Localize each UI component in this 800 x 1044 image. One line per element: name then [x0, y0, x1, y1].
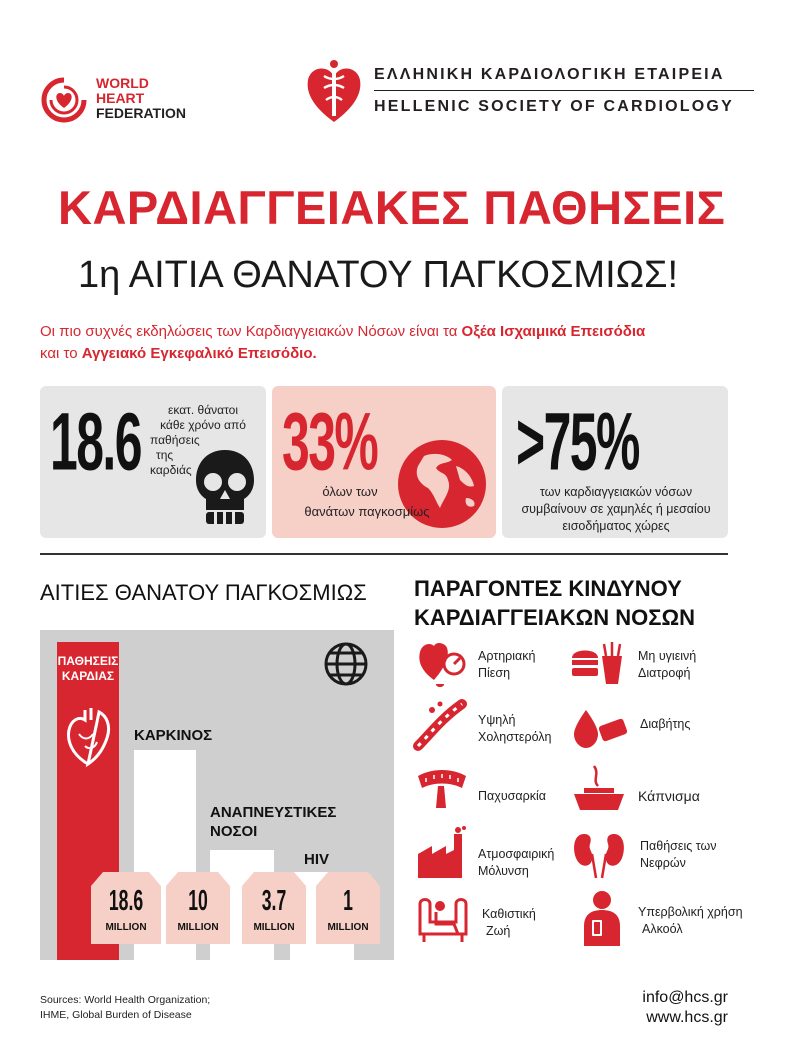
risk-line: Παχυσαρκία — [478, 789, 546, 803]
blood-drop-icon — [570, 706, 630, 752]
risk-label-obesity — [478, 788, 546, 805]
hsc-rule — [374, 90, 754, 91]
bar-label-line: ΠΑΘΗΣΕΙΣ — [57, 654, 119, 668]
stat-text-income — [506, 484, 726, 535]
contact-email[interactable]: info@hcs.gr — [642, 989, 728, 1006]
contact-info — [560, 988, 728, 1028]
risk-label-pollution — [478, 846, 554, 880]
bar-hiv-label: HIV — [304, 851, 330, 868]
stat-text-line: συμβαίνουν σε χαμηλές ή μεσαίου — [521, 502, 711, 516]
risk-line: Μόλυνση — [478, 864, 529, 878]
value-badge-hiv — [316, 872, 380, 944]
value-num: 10 — [188, 884, 208, 917]
stat-value-deaths: 18.6 — [50, 395, 141, 488]
value-unit: MILLION — [105, 922, 147, 933]
stat-text-percent — [282, 482, 452, 522]
risk-line: Υψηλή — [478, 713, 516, 727]
stat-box-deaths — [40, 386, 266, 538]
risk-line: Διατροφή — [638, 666, 691, 680]
bar-label-line: ΝΟΣΟΙ — [210, 823, 258, 840]
factory-icon — [414, 826, 470, 880]
causes-title: ΑΙΤΙΕΣ ΘΑΝΑΤΟΥ ΠΑΓΚΟΣΜΙΩΣ — [40, 580, 367, 605]
stat-text-line: εκατ. θάνατοι — [167, 403, 238, 417]
intro-bold2: Αγγειακό Εγκεφαλικό Επεισόδιο. — [81, 345, 317, 362]
risk-label-sedentary — [482, 906, 536, 940]
wh-logo-line3: FEDERATION — [96, 105, 186, 121]
risk-line: Καθιστική — [482, 907, 536, 921]
value-num: 18.6 — [108, 884, 144, 917]
sources-line1: Sources: World Health Organization; — [40, 994, 211, 1006]
risk-line: Νεφρών — [640, 856, 686, 870]
page-subtitle: 1η ΑΙΤΙΑ ΘΑΝΑΤΟΥ ΠΑΓΚΟΣΜΙΩΣ! — [78, 254, 679, 296]
wh-logo-line2: HEART — [96, 90, 145, 106]
stat-text-line: καρδιάς — [150, 463, 192, 477]
value-unit: MILLION — [327, 922, 369, 933]
section-divider — [40, 553, 728, 555]
value-badge-heart — [91, 872, 161, 944]
stat-value-income: >75% — [516, 395, 639, 488]
stat-text-line: κάθε χρόνο από — [160, 418, 246, 432]
stat-text-line: της — [156, 448, 174, 462]
drinker-icon — [576, 890, 624, 946]
risk-line: Μη υγιεινή — [638, 649, 697, 663]
intro-part1: Οι πιο συχνές εκδηλώσεις των Καρδιαγγειακών Νόσων είναι τα — [40, 323, 462, 340]
stat-box-income — [502, 386, 728, 538]
value-num: 3.7 — [261, 884, 287, 917]
caduceus-heart-icon — [302, 58, 366, 126]
risk-line: Χοληστερόλη — [478, 730, 552, 744]
risk-label-cholesterol — [478, 712, 552, 746]
risk-line: Υπερβολική χρήση — [638, 905, 743, 919]
blood-pressure-icon — [414, 634, 470, 690]
risk-label-smoking — [638, 788, 700, 805]
page-title: ΚΑΡΔΙΑΓΓΕΙΑΚΕΣ ΠΑΘΗΣΕΙΣ — [58, 181, 726, 234]
contact-website[interactable]: www.hcs.gr — [646, 1009, 728, 1026]
stat-value-percent: 33% — [282, 395, 378, 488]
skull-icon — [192, 446, 258, 528]
heart-ring-icon — [40, 76, 88, 124]
anatomical-heart-icon — [63, 704, 113, 768]
stat-text-line: όλων των — [322, 484, 378, 499]
sources — [40, 993, 210, 1023]
value-unit: MILLION — [177, 922, 219, 933]
risk-label-blood-pressure — [478, 648, 535, 682]
bar-label-line: ΚΑΡΔΙΑΣ — [61, 669, 115, 683]
hsc-greek-name: ΕΛΛΗΝΙΚΗ ΚΑΡΔΙΟΛΟΓΙΚΗ ΕΤΑΙΡΕΙΑ — [374, 66, 725, 83]
stat-text-line: θανάτων παγκοσμίως — [304, 504, 430, 519]
risk-label-diabetes — [640, 716, 690, 733]
risk-line: Πίεση — [478, 666, 511, 680]
risk-title-line2: ΚΑΡΔΙΑΓΓΕΙΑΚΩΝ ΝΟΣΩΝ — [414, 605, 696, 630]
artery-icon — [412, 696, 468, 752]
fast-food-icon — [568, 640, 626, 688]
world-heart-federation-logo — [40, 74, 210, 126]
intro-bold1: Οξέα Ισχαιμικά Επεισόδια — [461, 323, 646, 340]
ashtray-icon — [570, 764, 628, 814]
sources-line2: IHME, Global Burden of Disease — [40, 1009, 192, 1021]
globe-grid-icon — [322, 640, 370, 688]
risk-line: Αρτηριακή — [478, 649, 536, 663]
intro-part2: και το — [40, 345, 82, 362]
risk-label-kidney — [640, 838, 717, 872]
bar-respiratory-label — [210, 803, 336, 841]
risk-label-diet — [638, 648, 696, 682]
value-unit: MILLION — [253, 922, 295, 933]
value-num: 1 — [343, 884, 353, 917]
bar-heart-disease-label — [57, 654, 119, 684]
bar-cancer-label: ΚΑΡΚΙΝΟΣ — [134, 727, 213, 744]
risk-line: Ατμοσφαιρική — [478, 847, 555, 861]
wh-logo-line1: WORLD — [96, 75, 149, 91]
measuring-tape-icon — [414, 762, 470, 812]
risk-line: Διαβήτης — [640, 717, 691, 731]
hellenic-society-logo — [302, 58, 762, 128]
risk-title-line1: ΠΑΡΑΓΟΝΤΕΣ ΚΙΝΔΥΝΟΥ — [414, 576, 682, 601]
kidneys-icon — [570, 830, 628, 880]
hsc-english-name: HELLENIC SOCIETY OF CARDIOLOGY — [374, 98, 734, 115]
risk-line: Κάπνισμα — [638, 788, 700, 804]
stat-text-line: των καρδιαγγειακών νόσων — [539, 485, 693, 499]
risk-line: Αλκοόλ — [642, 922, 683, 936]
risk-label-alcohol — [638, 904, 743, 938]
causes-chart — [40, 630, 394, 960]
risk-line: Παθήσεις των — [640, 839, 717, 853]
stat-text-line: παθήσεις — [150, 433, 200, 447]
stat-text-line: εισοδήματος χώρες — [562, 519, 670, 533]
bar-label-line: ΑΝΑΠΝΕΥΣΤΙΚΕΣ — [210, 804, 337, 821]
intro-text — [40, 321, 760, 365]
risk-line: Ζωή — [486, 924, 511, 938]
risk-title — [414, 574, 695, 632]
stat-box-percent — [272, 386, 496, 538]
armchair-icon — [414, 894, 470, 946]
value-badge-cancer — [166, 872, 230, 944]
value-badge-respiratory — [242, 872, 306, 944]
